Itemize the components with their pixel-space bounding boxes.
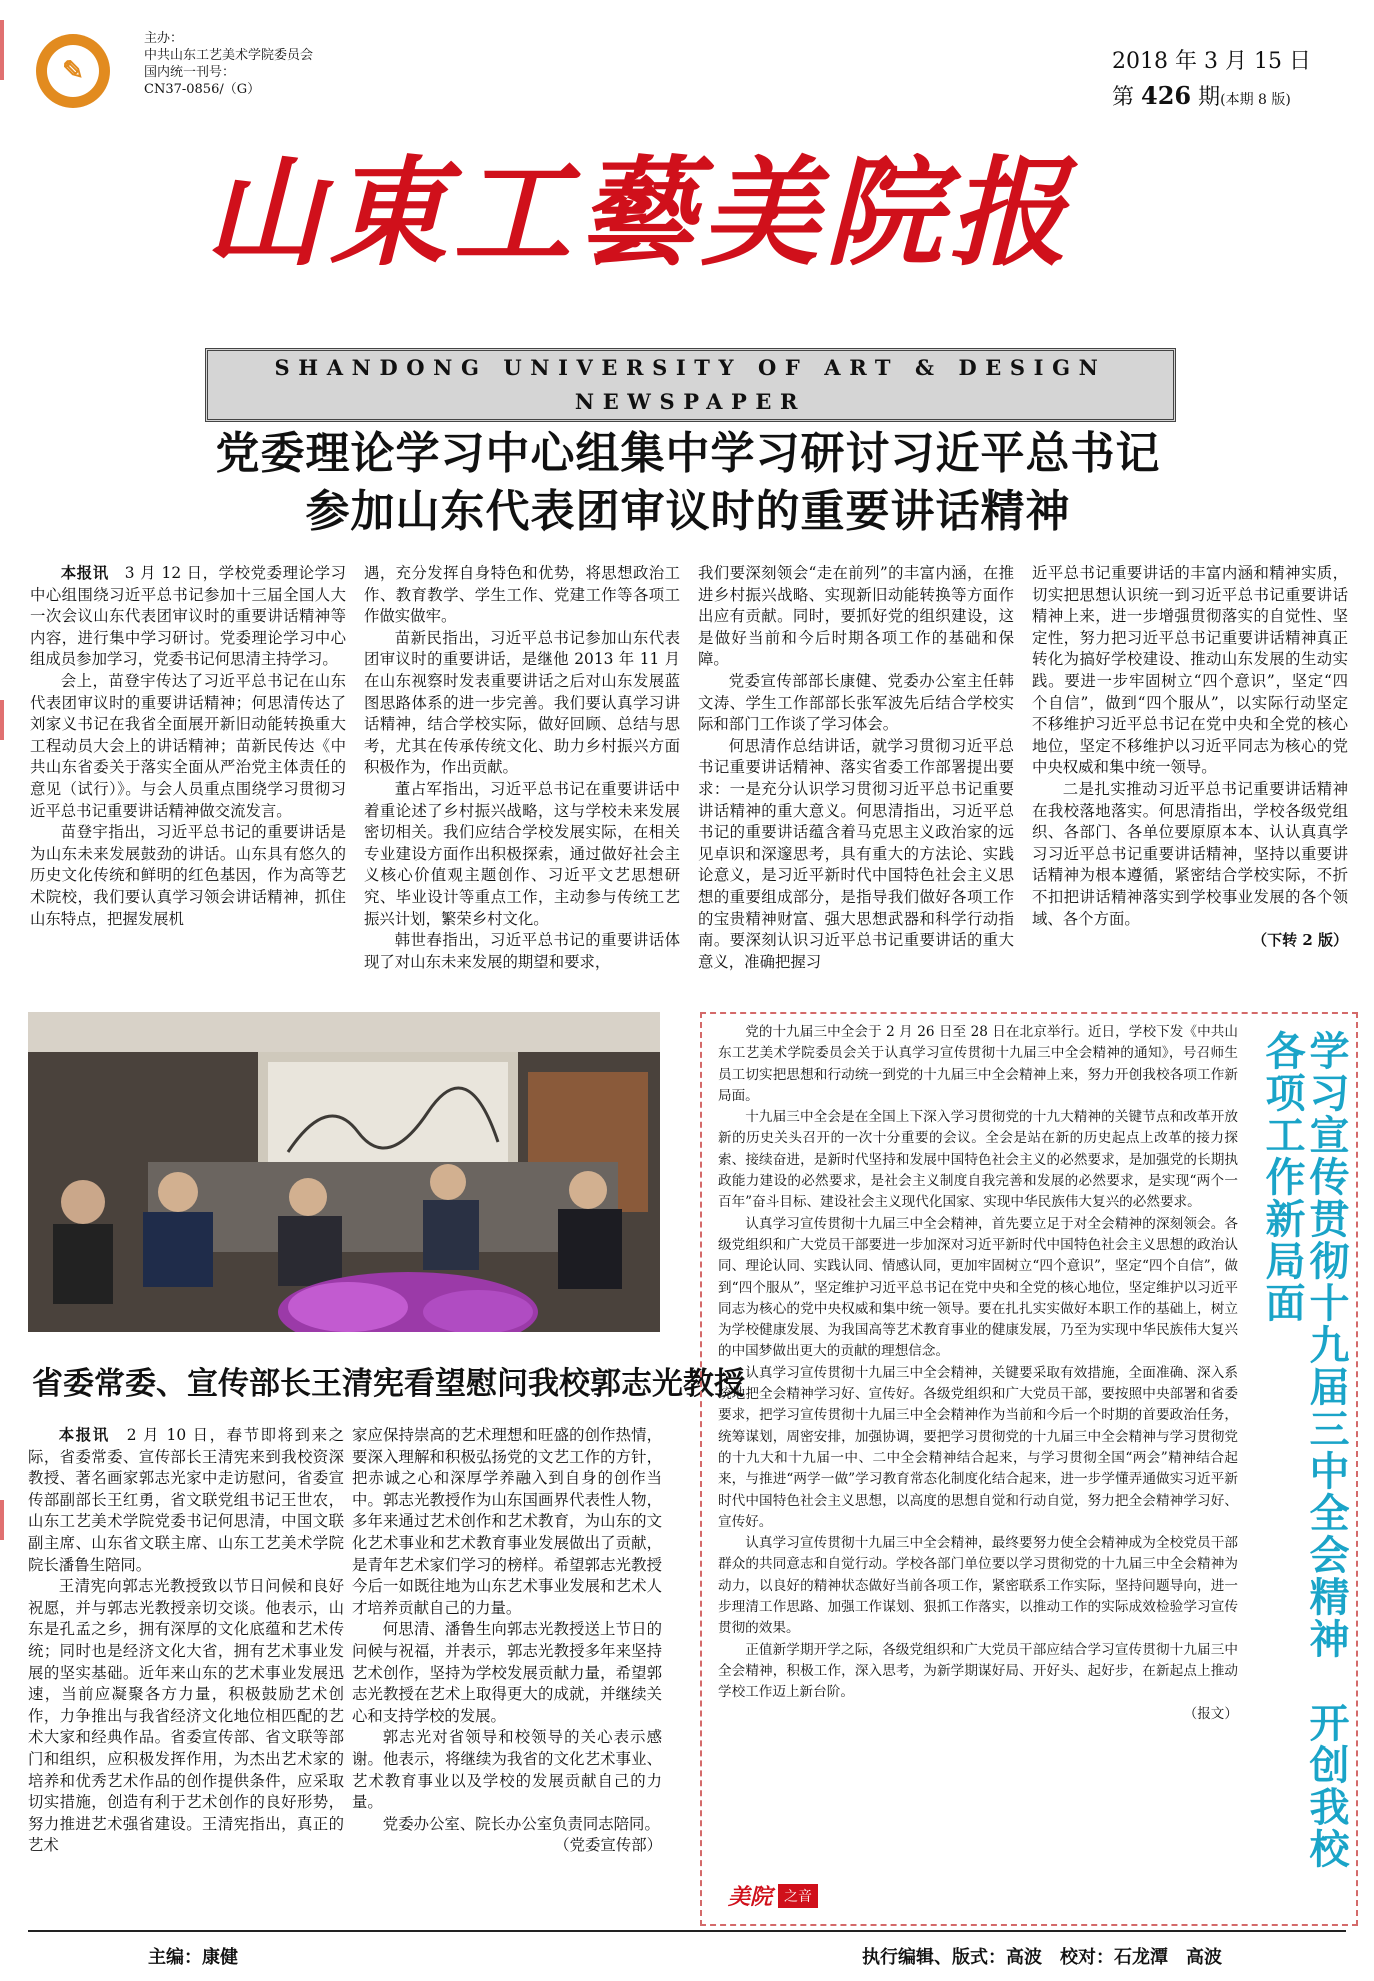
page-edge-mark <box>0 700 4 740</box>
article1-column-3: 我们要深刻领会“走在前列”的丰富内涵，在推进乡村振兴战略、实现新旧动能转换等方面作出应有贡献。同时，要抓好党的组织建设，这是做好当前和今后时期各项工作的基础和保障。 党委宣传部部长康健、党委办公室主任韩文涛、学生工作部部长张军波先后结合学校实际和部门工作谈了学习体会。 何思清作总结讲话，就学习贯彻习近平总书记重要讲话精神、落实省委工作部署提出要求：一是充分认识学习贯彻习近平总书记重要讲话精神的重大意义。何思清指出，习近平总书记的重要讲话蕴含着马克思主义政治家的远见卓识和深邃思考，具有重大的方法论、实践论意义，是习近平新时代中国特色社会主义思想的重要组成部分，是指导我们做好各项工作的宝贵精神财富、强大思想武器和科学行动指南。要深刻认识习近平总书记重要讲话的重大意义，准确把握习 <box>698 564 1014 971</box>
footer-rule <box>28 1930 1346 1932</box>
article2-column-2: 家应保持崇高的艺术理想和旺盛的创作热情，要深入理解和积极弘扬党的文艺工作的方针，把赤诚之心和深厚学养融入到自身的创作当中。郭志光教授作为山东国画界代表性人物，多年来通过艺术创作和艺术教育，为山东的文化艺术事业和艺术教育事业发展做出了贡献，是青年艺术家们学习的榜样。希望郭志光教授今后一如既往地为山东艺术事业发展和艺术人才培养贡献自己的力量。 何思清、潘鲁生向郭志光教授送上节日的问候与祝福，并表示，郭志光教授多年来坚持艺术创作，坚持为学校发展贡献力量，希望郭志光教授在艺术上取得更大的成就，并继续关心和支持学校的发展。 郭志光对省领导和校领导的关心表示感谢。他表示，将继续为我省的文化艺术事业、艺术教育事业以及学校的发展贡献自己的力量。 党委办公室、院长办公室负责同志陪同。 （党委宣传部） <box>352 1425 662 1857</box>
logo-emblem-icon: ✎ <box>47 45 99 97</box>
article1-column-1: 本报讯 3 月 12 日，学校党委理论学习中心组围绕习近平总书记参加十三届全国人大一次会议山东代表团审议时的重要讲话精神等内容，进行集中学习研讨。党委理论学习中心组成员参加学习，党委书记何思清主持学习。 会上，苗登宇传达了习近平总书记在山东代表团审议时的重要讲话精神；何思清传达了刘家义书记在我省全面展开新旧动能转换重大工程动员大会上的讲话精神；苗新民传达《中共山东省委关于落实全面从严治党主体责任的意见（试行）》。与会人员重点围绕学习贯彻习近平总书记重要讲话精神做交流发言。 苗登宇指出，习近平总书记的重要讲话是为山东未来发展鼓劲的讲话。山东具有悠久的历史文化传统和鲜明的红色基因，作为高等艺术院校，我们要认真学习领会讲话精神，抓住山东特点，把握发展机 <box>30 564 346 928</box>
sidebar-byline: （报文） <box>1183 1705 1238 1722</box>
article2-byline: （党委宣传部） <box>554 1836 662 1855</box>
issue-date: 2018 年 3 月 15 日 <box>1112 49 1311 74</box>
cn-number: CN37-0856/（G） <box>144 82 261 97</box>
english-name-bar: SHANDONG UNIVERSITY OF ART & DESIGN NEWSPAPER <box>205 348 1176 422</box>
article2-headline: 省委常委、宣传部长王清宪看望慰问我校郭志光教授 <box>32 1366 745 1402</box>
sponsor-label: 主办： <box>144 31 184 46</box>
cn-label: 国内统一刊号： <box>144 65 236 80</box>
page-edge-mark <box>0 20 4 80</box>
nameplate: 山東工藝美院报 <box>205 143 1074 282</box>
article1-headline: 党委理论学习中心组集中学习研讨习近平总书记 参加山东代表团审议时的重要讲话精神 <box>215 428 1161 537</box>
article1-column-2: 遇，充分发挥自身特色和优势，将思想政治工作、教育教学、学生工作、党建工作等各项工作做实做牢。 苗新民指出，习近平总书记参加山东代表团审议时的重要讲话，是继他 2013 年 11 月在山东视察时发表重要讲话之后对山东发展蓝图思路体系的进一步完善。我们要认真学习讲话精神，结合学校实际，做好回顾、总结与思考，尤其在传承传统文化、助力乡村振兴方面积极作为，作出贡献。 董占军指出，习近平总书记在重要讲话中着重论述了乡村振兴战略，这与学校未来发展密切相关。我们应结合学校发展实际，在相关专业建设方面作出积极探索，通过做好社会主义核心价值观主题创作、习近平文艺思想研究、毕业设计等重点工作，主动参与传统工艺振兴计划，繁荣乡村文化。 韩世春指出，习近平总书记的重要讲话体现了对山东未来发展的期望和要求， <box>364 564 680 971</box>
sponsor: 中共山东工艺美术学院委员会 <box>144 48 314 63</box>
school-logo <box>36 34 110 108</box>
continued-note: （下转 2 版） <box>1252 931 1348 950</box>
column-logo: 美院 之音 <box>722 1878 824 1913</box>
footer-editor: 主编：康健 <box>148 1947 238 1968</box>
publication-info <box>144 30 313 98</box>
article1-column-4: 近平总书记重要讲话的丰富内涵和精神实质，切实把思想认识统一到习近平总书记重要讲话精神上来，进一步增强贯彻落实的自觉性、坚定性，努力把习近平总书记重要讲话精神真正转化为搞好学校建设、推动山东发展的生动实践。要进一步牢固树立“四个意识”，坚定“四个自信”，做到“四个服从”，以实际行动坚定不移维护习近平总书记在党中央和全党的核心地位，坚定不移维护以习近平同志为核心的党中央权威和集中统一领导。 二是扎实推动习近平总书记重要讲话精神在我校落地落实。何思清指出，学校各级党组织、各部门、各单位要原原本本、认认真真学习习近平总书记重要讲话精神，坚持以重要讲话精神为根本遵循，紧密结合学校实际，不折不扣把讲话精神落实到学校事业发展的各个领域、各个方面。 （下转 2 版） <box>1032 563 1348 952</box>
article2-column-1: 本报讯 2 月 10 日，春节即将到来之际，省委常委、宣传部长王清宪来到我校资深教授、著名画家郭志光家中走访慰问，省委宣传部副部长王红勇，省文联党组书记王世农，山东工艺美术学院党委书记何思清，中国文联副主席、山东省文联主席、山东工艺美术学院院长潘鲁生陪同。 王清宪向郭志光教授致以节日问候和良好祝愿，并与郭志光教授亲切交谈。他表示，山东是孔孟之乡，拥有深厚的文化底蕴和艺术传统；同时也是经济文化大省，拥有艺术事业发展的坚实基础。近年来山东的艺术事业发展迅速，当前应凝聚各方力量，积极鼓励艺术创作，力争推出与我省经济文化地位相匹配的艺术大家和经典作品。省委宣传部、省文联等部门和组织，应积极发挥作用，为杰出艺术家的培养和优秀艺术作品的创作提供条件，应采取切实措施，创造有利于艺术创作的良好形势，努力推进艺术强省建设。王清宪指出，真正的艺术 <box>28 1426 344 1855</box>
sidebar-title: 学习宣传贯彻十九届三中全会精神 开创我校各项工作新局面 <box>1259 1030 1349 1870</box>
visit-photo <box>28 1012 660 1332</box>
visit-photo-illustration <box>28 1012 660 1332</box>
footer-credits: 执行编辑、版式：高波 校对：石龙潭 高波 <box>862 1947 1222 1968</box>
sidebar-text: 党的十九届三中全会于 2 月 26 日至 28 日在北京举行。近日，学校下发《中共山东工艺美术学院委员会关于认真学习宣传贯彻十九届三中全会精神的通知》，号召师生员工切实把思想和行动统一到党的十九届三中全会精神上来，努力开创我校各项工作新局面。 十九届三中全会是在全国上下深入学习贯彻党的十九大精神的关键节点和改革开放新的历史关头召开的一次十分重要的会议。全会是站在新的历史起点上改革的接力探索、接续奋进，是新时代坚持和发展中国特色社会主义的必然要求，是加强党的长期执政能力建设的必然要求，是社会主义制度自我完善和发展的必然要求，是实现“两个一百年”奋斗目标、建设社会主义现代化国家、实现中华民族伟大复兴的必然要求。 认真学习宣传贯彻十九届三中全会精神，首先要立足于对全会精神的深刻领会。各级党组织和广大党员干部要进一步加深对习近平新时代中国特色社会主义思想的政治认同、理论认同、实践认同、情感认同，更加牢固树立“四个意识”，坚定“四个自信”，做到“四个服从”，坚定维护习近平总书记在党中央和全党的核心地位，坚定维护以习近平同志为核心的党中央权威和集中统一领导。要在扎扎实实做好本职工作的基础上，树立为学校健康发展、为我国高等艺术教育事业的健康发展，乃至为实现中华民族伟大复兴的中国梦做出更大的贡献的理想信念。 认真学习宣传贯彻十九届三中全会精神，关键要采取有效措施，全面准确、深入系统地把全会精神学习好、宣传好。各级党组织和广大党员干部，要按照中央部署和省委要求，把学习宣传贯彻十九届三中全会精神作为当前和今后一个时期的首要政治任务，统筹谋划，周密安排，加强协调，要把学习贯彻党的十九届三中全会精神与学习贯彻党的十九大和十九届一中、二中全会精神结合起来，与学习贯彻全国“两会”精神结合起来，与推进“两学一做”学习教育常态化制度化结合起来，进一步学懂弄通做实习近平新时代中国特色社会主义思想，以高度的思想自觉和行动自觉，努力把全会精神学习好、宣传好。 认真学习宣传贯彻十九届三中全会精神，最终要努力使全会精神成为全校党员干部群众的共同意志和自觉行动。学校各部门单位要以学习贯彻党的十九届三中全会精神为动力，以良好的精神状态做好当前各项工作，紧密联系工作实际，坚持问题导向，进一步理清工作思路、加强工作谋划、狠抓工作落实，以推动工作的实际成效检验学习宣传贯彻的效果。 正值新学期开学之际，各级党组织和广大党员干部应结合学习宣传贯彻十九届三中全会精神，积极工作，深入思考，为新学期谋好局、开好头、起好步，在新起点上推动学校工作迈上新台阶。 （报文） <box>718 1022 1238 1725</box>
page-edge-mark <box>0 1500 4 1540</box>
issue-number: 第 426 期(本期 8 版) <box>1112 81 1291 110</box>
